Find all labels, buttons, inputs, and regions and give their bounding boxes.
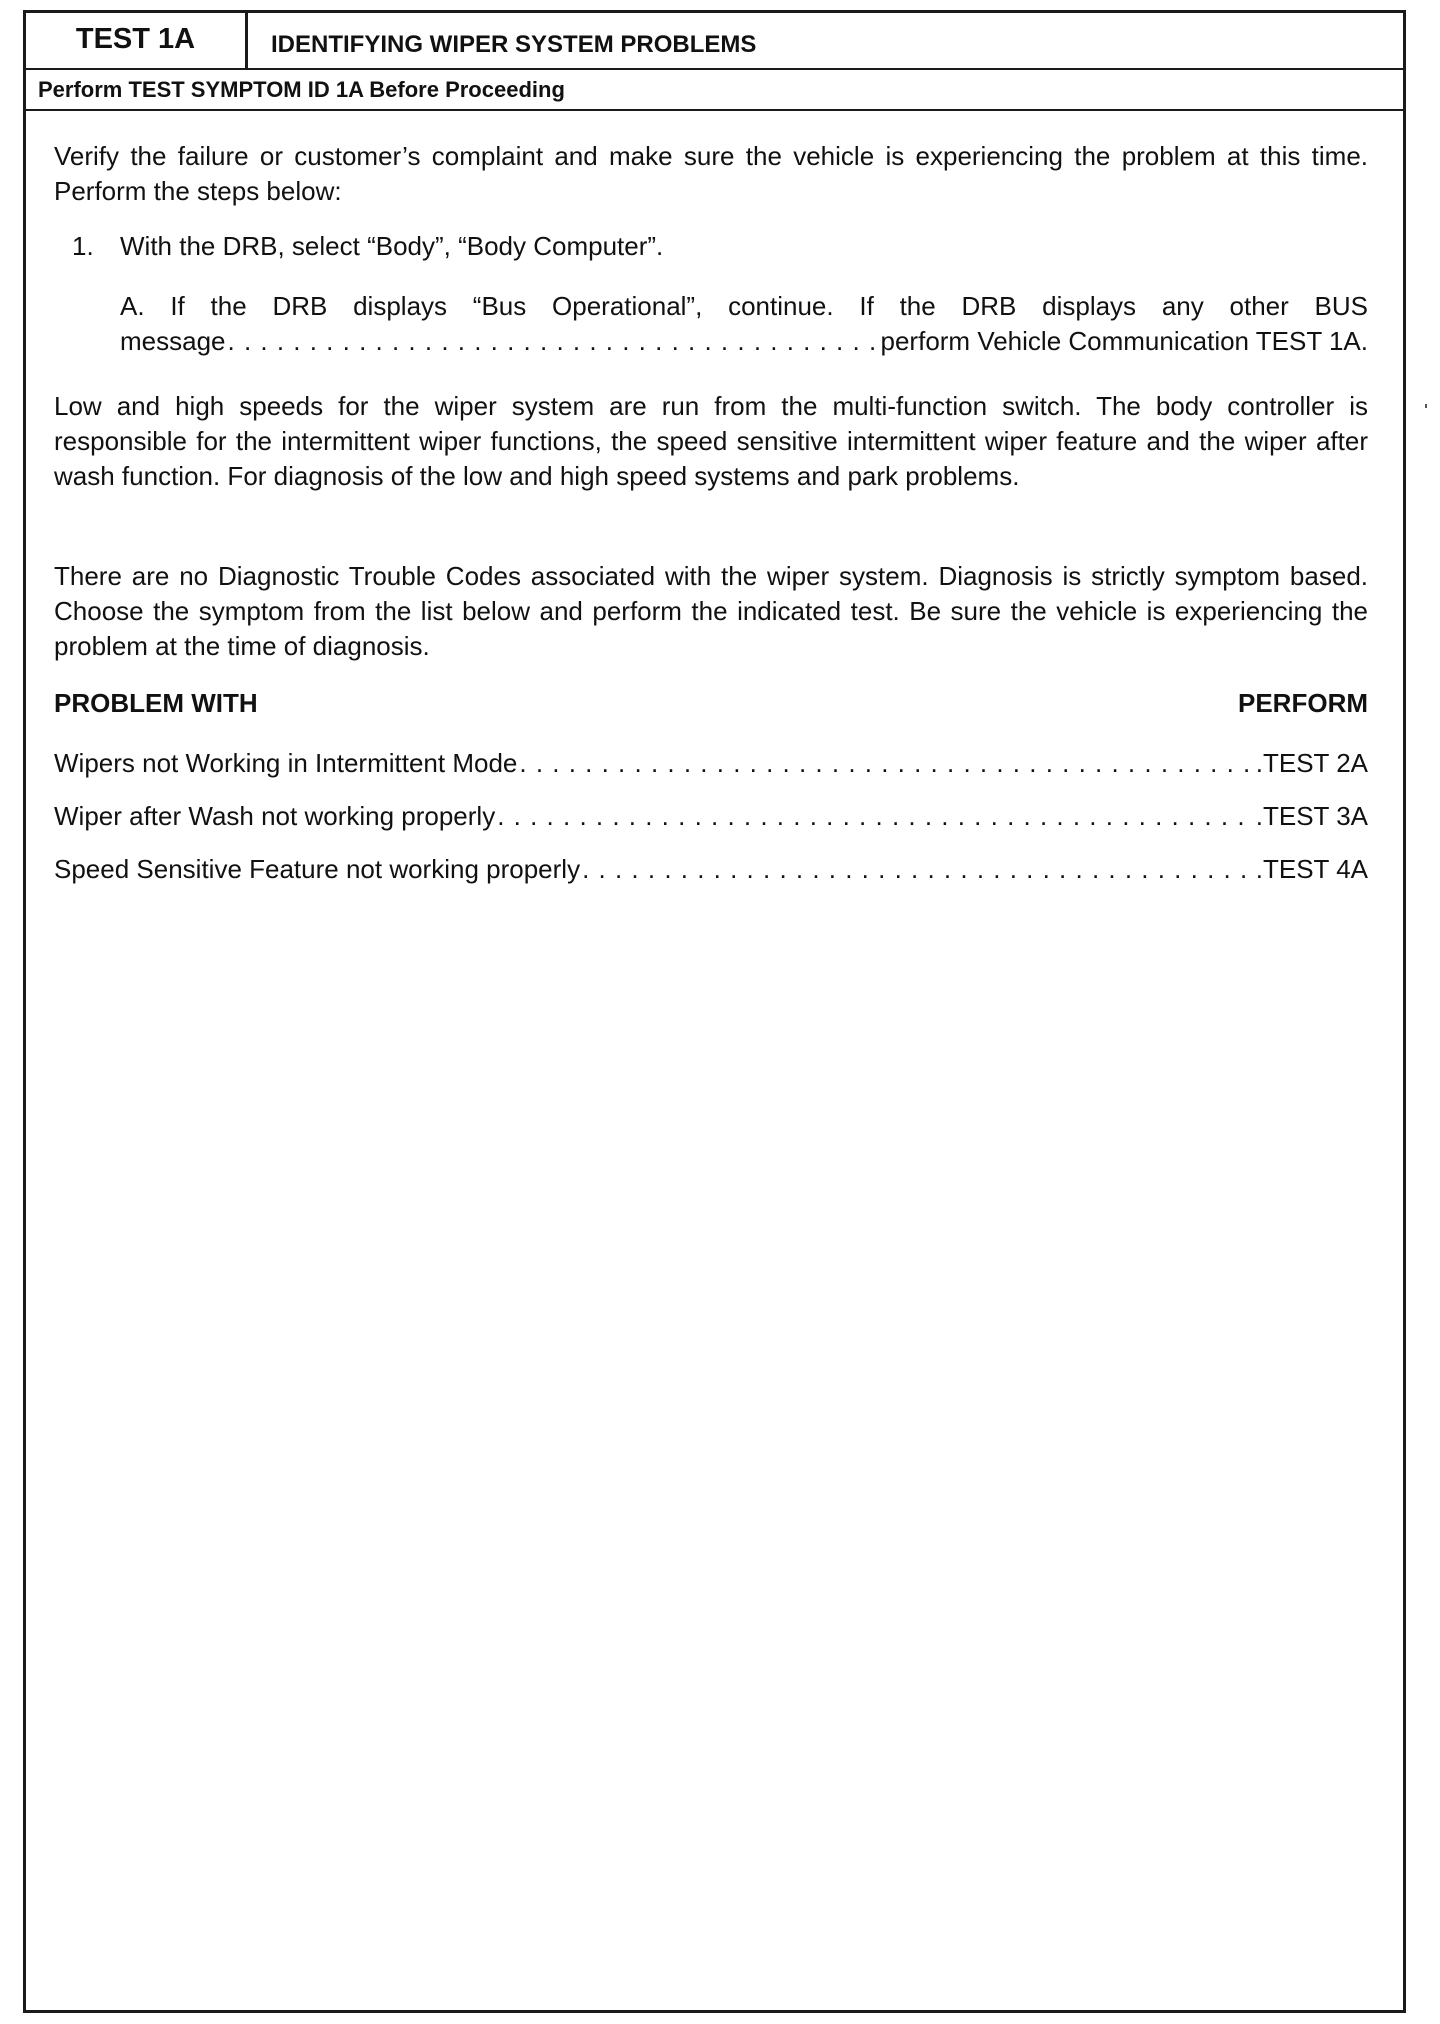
substep-a — [120, 289, 1368, 359]
test-title: IDENTIFYING WIPER SYSTEM PROBLEMS — [271, 31, 757, 58]
row-problem: Wiper after Wash not working properly — [54, 801, 496, 831]
symptom-table-header — [54, 686, 1368, 721]
intro-paragraph: Verify the failure or customer’s complaint and make sure the vehicle is experiencing the problem at this time. Perform the steps below: — [54, 141, 1368, 206]
leader-dots — [519, 746, 1253, 781]
table-row — [54, 746, 1368, 799]
table-row — [54, 852, 1368, 905]
leader-dots — [582, 852, 1254, 887]
document-frame — [23, 10, 1406, 2013]
dtc-paragraph: There are no Diagnostic Trouble Codes associated with the wiper system. Diagnosis is strictly symptom based. Choose the symptom from the list below and perform the indicated test. Be sure the vehicle is experiencing the problem at the time of diagnosis. — [54, 561, 1368, 661]
substep-leader-action: perform Vehicle Communication TEST 1A. — [880, 326, 1368, 356]
leader-dots — [228, 324, 879, 359]
substep-leader-label: message — [120, 326, 226, 356]
scan-mark — [1425, 404, 1427, 408]
step-number: 1. — [72, 231, 94, 261]
test-id-label: TEST 1A — [26, 13, 248, 68]
col-perform: PERFORM — [1238, 688, 1368, 718]
table-row — [54, 799, 1368, 852]
controller-paragraph: Low and high speeds for the wiper system are run from the multi-function switch. The body controller is responsible for the intermittent wiper functions, the speed sensitive intermittent wiper feature and the wiper after wash function. For diagnosis of the low and high speed systems and park problems. — [54, 391, 1368, 491]
row-perform: .TEST 3A — [1255, 801, 1368, 831]
symptom-table — [54, 746, 1368, 905]
row-perform: .TEST 4A — [1255, 854, 1368, 884]
substep-text: A. If the DRB displays “Bus Operational”, continue. If the DRB displays any other BUS — [120, 291, 1368, 321]
leader-dots — [497, 799, 1254, 834]
row-problem: Wipers not Working in Intermittent Mode — [54, 748, 518, 778]
header-row — [26, 13, 1403, 70]
col-problem-with: PROBLEM WITH — [54, 688, 258, 718]
row-perform: .TEST 2A — [1255, 748, 1368, 778]
step-text: With the DRB, select “Body”, “Body Computer”. — [120, 231, 664, 261]
step-1 — [72, 229, 1362, 264]
row-problem: Speed Sensitive Feature not working properly — [54, 854, 581, 884]
substep-leader-line — [120, 324, 1368, 359]
prerequisite-note: Perform TEST SYMPTOM ID 1A Before Proceeding — [26, 70, 1403, 111]
